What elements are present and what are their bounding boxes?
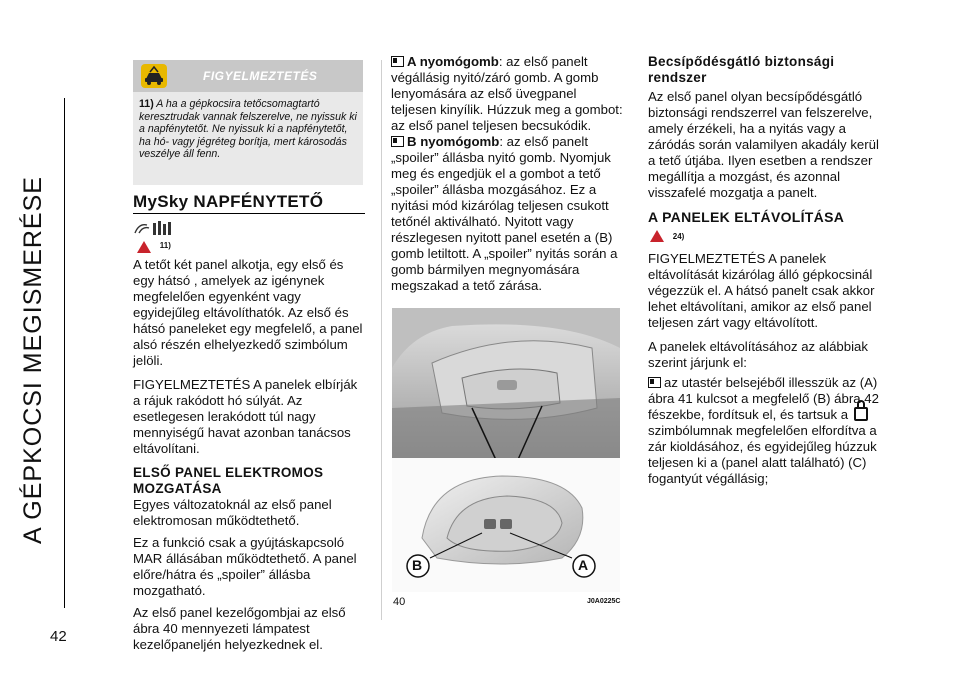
warning-body <box>133 92 363 185</box>
page-number: 42 <box>50 628 67 645</box>
warning-triangle-icon <box>137 241 151 253</box>
bullet-item <box>391 54 623 134</box>
paragraph: Az első panel kezelőgombjai az első ábra 40 mennyezeti lámpatest kezelőpaneljén helyezkednek el. <box>133 605 346 652</box>
section-title: MySky NAPFÉNYTETŐ <box>133 192 324 211</box>
warning-number: 11) <box>139 98 154 110</box>
warning-heading: FIGYELMEZTETÉS <box>203 69 318 83</box>
bullet-label: A nyomógomb <box>407 54 499 69</box>
column-divider <box>381 60 382 620</box>
sunroof-icon <box>133 219 177 242</box>
chapter-title: A GÉPKOCSI MEGISMERÉSE <box>19 176 47 544</box>
section-heading: A PANELEK ELTÁVOLÍTÁSA <box>648 209 845 225</box>
bullet-icon <box>391 136 404 147</box>
paragraph: Ez a funkció csak a gyújtáskapcsoló MAR állásában működtethető. A panel előre/hátra és „spoiler” állásba mozgatható. <box>133 535 357 598</box>
column-1-body <box>133 257 365 653</box>
column-2 <box>391 54 623 294</box>
warning-text: A ha a gépkocsira tetőcsomagtartó keresztrudak vannak felszerelve, ne nyissuk ki a napfénytetőt. Ne nyissuk ki a napfénytetőt, ha hó- vagy jégréteg borítja, mert károsodás veszélye áll fenn. <box>139 98 357 161</box>
paragraph: A tetőt két panel alkotja, egy első és egy hátsó , amelyek az igénynek megfelelően egyenként vagy egyidejűleg eltávolíthatók. Az első és hátsó paneleket egy megfelelő, a panel alsó részén elhelyezkedő szimbólum jelöli. <box>133 257 363 368</box>
warning-header <box>133 60 363 92</box>
bullet-text: az utastér belsejéből illesszük az (A) ábra 41 kulcsot a megfelelő (B) ábra 42 fészekbe, fordítsuk el, és tartsuk a <box>648 375 879 422</box>
warning-triangle-icon <box>650 230 664 242</box>
bullet-item <box>648 375 880 487</box>
callout-a: A <box>578 557 589 573</box>
warning-ref-number: 11) <box>159 241 171 250</box>
figure-40 <box>392 308 620 592</box>
figure-number: 40 <box>393 596 406 608</box>
paragraph: A panelek eltávolításához az alábbiak szerint járjunk el: <box>648 339 868 370</box>
figure-code: J0A0225C <box>587 598 621 605</box>
car-warning-icon <box>141 64 167 88</box>
chapter-divider <box>64 98 65 608</box>
paragraph: Egyes változatoknál az első panel elektromosan működtethető. <box>133 497 332 528</box>
subheading: ELSŐ PANEL ELEKTROMOS MOZGATÁSA <box>133 465 324 496</box>
column-3 <box>648 54 880 487</box>
warning-ref-2 <box>650 229 880 245</box>
section-rule <box>133 213 365 214</box>
bullet-text: : az első panelt végállásig nyitó/záró gomb. A gomb lenyomására az első üvegpanel teljesen kinyílik. Húzzuk meg a gombot: az első panel teljesen becsukódik. <box>391 54 623 133</box>
column-1 <box>133 194 365 210</box>
bullet-item <box>391 134 623 294</box>
warning-ref-1 <box>137 241 171 253</box>
bullet-text: : az első panelt „spoiler” állásba nyitó gomb. Nyomjuk meg és engedjük el a gombot a tető „spoiler” állásba mozgásához. Ez a nyitási mód kizárólag teljesen csukott tetőnél aktiválható. Nyitott vagy részlegesen nyitott panel esetén a (B) gomb letiltott. A „spoiler” nyitás során a gomb bármilyen megnyomására megszakad a tető zárása. <box>391 134 618 293</box>
paragraph: FIGYELMEZTETÉS A panelek elbírják a rájuk rakódott hó súlyát. Az esetlegesen lerakódott túl nagy mennyiségű havat azonban tanácsos eltávolítani. <box>133 377 358 456</box>
paragraph: FIGYELMEZTETÉS A panelek eltávolítását kizárólag álló gépkocsinál végezzük el. A hátsó panelt csak akkor lehet eltávolítani, amikor az első panel teljesen zárt vagy eltávolított. <box>648 251 875 330</box>
lock-icon <box>854 407 868 421</box>
bullet-label: B nyomógomb <box>407 134 500 149</box>
bullet-text: szimbólumnak megfelelően elfordítva a zár kioldásához, és egyidejűleg húzzuk teljesen ki a (panel alatt található) (C) fogantyút végállásig; <box>648 423 877 486</box>
paragraph: Az első panel olyan becsípődésgátló biztonsági rendszerrel van felszerelve, amely érzékeli, ha a nyitás vagy a záródás során valamilyen akadály kerül a tető útjába. Ilyen esetben a rendszer megállítja a mozgást, és azonnal visszafelé mozgatja a panelt. <box>648 89 879 200</box>
bullet-icon <box>648 377 661 388</box>
bullet-icon <box>391 56 404 67</box>
callout-b: B <box>412 557 423 573</box>
warning-box <box>133 60 363 185</box>
warning-ref-number: 24) <box>672 232 685 241</box>
subheading: Becsípődésgátló biztonsági rendszer <box>648 54 835 85</box>
